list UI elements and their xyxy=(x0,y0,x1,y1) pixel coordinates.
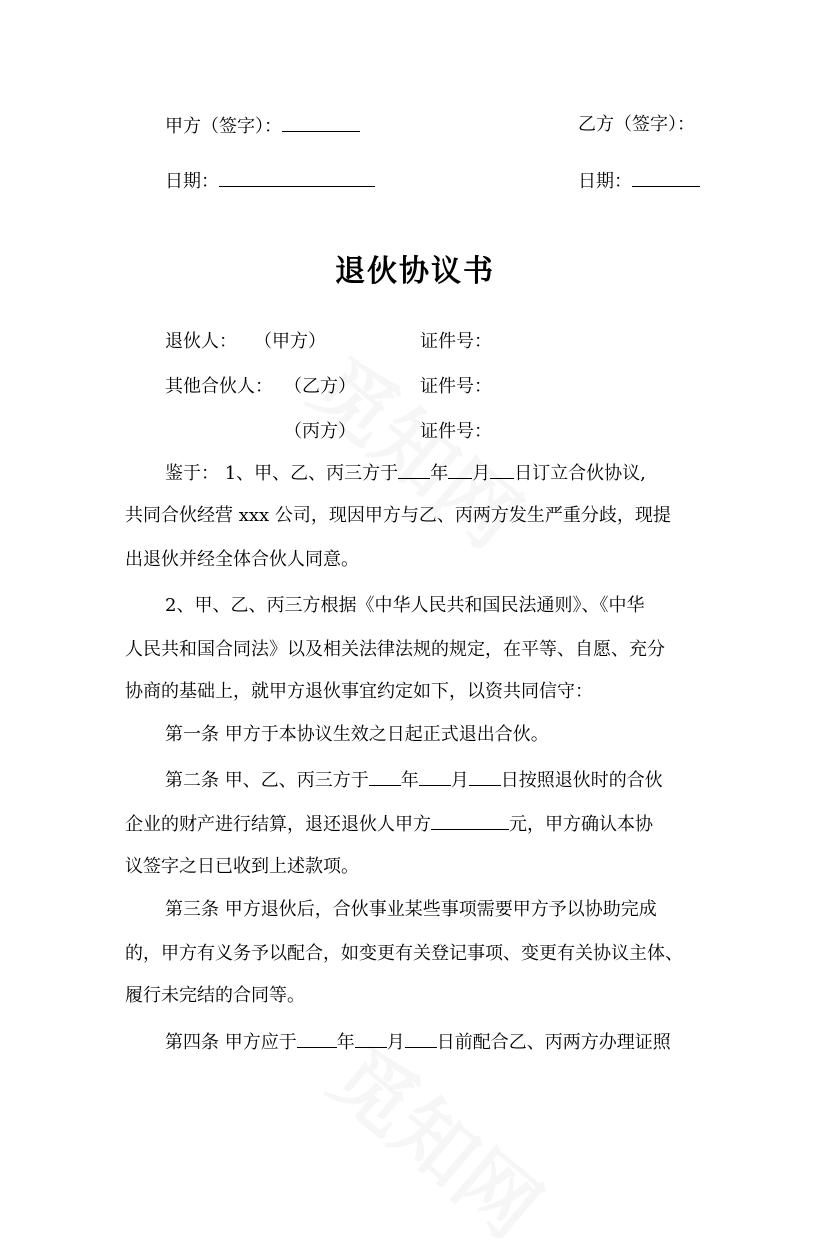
right-date-line xyxy=(578,168,700,194)
article-4-line xyxy=(165,1029,671,1055)
watermark xyxy=(291,326,549,568)
party-b-signature-line xyxy=(578,113,695,137)
left-date-line xyxy=(165,168,375,194)
text-run: 第二条 甲、乙、丙三方于 xyxy=(165,770,369,791)
article-3-line: 的，甲方有义务予以配合，如变更有关登记事项、变更有关协议主体、 xyxy=(125,943,683,964)
id-number-label: 证件号： xyxy=(420,421,492,442)
article-3-line: 履行未完结的合同等。 xyxy=(125,985,305,1006)
party-a-signature-line xyxy=(165,113,360,139)
text-run: 日订立合伙协议, xyxy=(514,463,646,484)
text-run: 年 xyxy=(430,463,449,484)
month-blank xyxy=(448,460,472,479)
date-label: 日期： xyxy=(578,171,632,192)
text-run: 元，甲方确认本协 xyxy=(509,814,653,835)
paragraph-line: 共同合伙经营 xxx 公司，现因甲方与乙、丙两方发生严重分歧，现提 xyxy=(125,505,671,526)
year-blank xyxy=(369,767,401,786)
day-blank xyxy=(405,1029,437,1048)
year-blank xyxy=(398,460,430,479)
left-date-blank xyxy=(219,168,375,187)
text-run: 年 xyxy=(336,1032,355,1053)
text-run: 年 xyxy=(400,770,419,791)
day-blank xyxy=(490,460,514,479)
party-b-sign-label: 乙方（签字）： xyxy=(578,114,695,135)
date-label: 日期： xyxy=(165,171,219,192)
amount-blank xyxy=(431,811,509,830)
party-a-tag: （甲方） xyxy=(254,331,326,352)
paragraph-line xyxy=(165,460,646,486)
month-blank xyxy=(355,1029,387,1048)
withdrawing-partner-label: 退伙人： xyxy=(165,331,237,352)
text-run: 日前配合乙、丙两方办理证照 xyxy=(436,1032,671,1053)
text-run: 月 xyxy=(450,770,469,791)
paragraph-line: 协商的基础上，就甲方退伙事宜约定如下，以资共同信守： xyxy=(125,681,593,702)
text-run: 日按照退伙时的合伙 xyxy=(500,770,663,791)
text-run: 第四条 甲方应于 xyxy=(165,1032,297,1053)
text-run: 鉴于： 1、甲、乙、丙三方于 xyxy=(165,463,399,484)
party-b-tag: （乙方） xyxy=(284,376,356,397)
text-run: 月 xyxy=(386,1032,405,1053)
id-number-label: 证件号： xyxy=(420,376,492,397)
document-title: 退伙协议书 xyxy=(335,254,495,289)
year-blank xyxy=(297,1029,337,1048)
id-number-label: 证件号： xyxy=(420,331,492,352)
paragraph-line: 出退伙并经全体合伙人同意。 xyxy=(125,549,359,570)
article-2-line: 议签字之日已收到上述款项。 xyxy=(125,856,359,877)
month-blank xyxy=(419,767,451,786)
party-a-sign-label: 甲方（签字）： xyxy=(165,116,282,137)
article-1: 第一条 甲方于本协议生效之日起正式退出合伙。 xyxy=(165,724,549,745)
right-date-blank xyxy=(632,168,700,187)
day-blank xyxy=(469,767,501,786)
article-3-line: 第三条 甲方退伙后，合伙事业某些事项需要甲方予以协助完成 xyxy=(165,899,657,920)
paragraph-line: 2、甲、乙、丙三方根据《中华人民共和国民法通则》、《中华 xyxy=(165,595,645,616)
paragraph-line: 人民共和国合同法》以及相关法律法规的规定，在平等、自愿、充分 xyxy=(125,639,665,660)
party-c-tag: （丙方） xyxy=(284,421,356,442)
article-2-line xyxy=(165,767,663,793)
party-a-signature-blank xyxy=(282,113,360,132)
text-run: 月 xyxy=(472,463,491,484)
article-2-line xyxy=(125,811,653,837)
other-partners-label: 其他合伙人： xyxy=(165,376,273,397)
text-run: 企业的财产进行结算，退还退伙人甲方 xyxy=(125,814,431,835)
